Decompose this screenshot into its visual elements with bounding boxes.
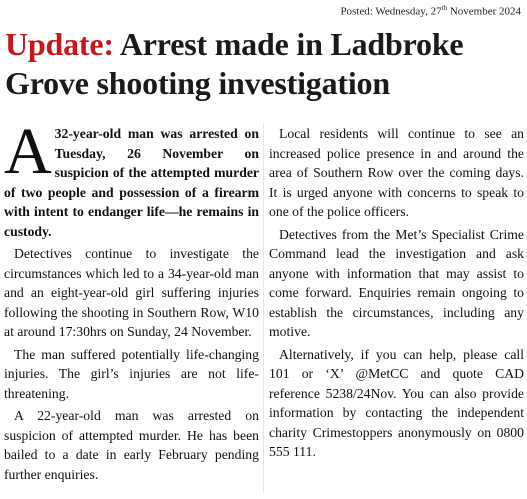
headline-text: Arrest made in Ladbroke Grove shooting investigation (5, 26, 464, 101)
headline (5, 25, 525, 103)
posted-date (340, 1, 521, 19)
article-paragraph: Local residents will continue to see an increased police presence in and around the area of Southern Row over the coming days. It is urged anyone with concerns to speak to one of the police officers. (269, 126, 524, 219)
article-column-left (4, 115, 259, 484)
article-lead (4, 115, 259, 241)
article-paragraph: A 22-year-old man was arrested on suspicion of attempted murder. He has been bailed to a date in early February pending further enquiries. (4, 408, 259, 482)
posted-date-tail: November 2024 (447, 5, 521, 18)
article-column-right (269, 124, 524, 462)
headline-update-label: Update: (5, 26, 114, 62)
article-paragraph: Alternatively, if you can help, please call 101 or ‘X’ @MetCC and quote CAD reference 5238/24Nov. You can also provide information by contacting the independent charity Crimestoppers anonymously on 0800 555 111. (269, 346, 524, 459)
article-paragraph: Detectives continue to investigate the circumstances which led to a 34-year-old man and an eight-year-old girl suffering injuries following the shooting in Southern Row, W10 at around 17:30hrs on Sunday, 24 November. (4, 246, 259, 339)
posted-date-main: Posted: Wednesday, 27 (340, 5, 442, 18)
column-divider (263, 124, 264, 492)
posted-date-ordinal: th (441, 4, 448, 12)
drop-cap: A (4, 115, 52, 188)
article-paragraph: The man suffered potentially life-changing injuries. The girl’s injuries are not life-threatening. (4, 346, 259, 401)
article-lead-text: 32-year-old man was arrested on Tuesday, 26 November on suspicion of the attempted murder of two people and possession of a firearm with intent to endanger life—he remains in custody. (4, 126, 259, 239)
article-paragraph: Detectives from the Met’s Specialist Crime Command lead the investigation and ask anyone with information that may assist to come forward. Enquiries remain ongoing to establish the circumstances, including any motive. (269, 226, 524, 339)
